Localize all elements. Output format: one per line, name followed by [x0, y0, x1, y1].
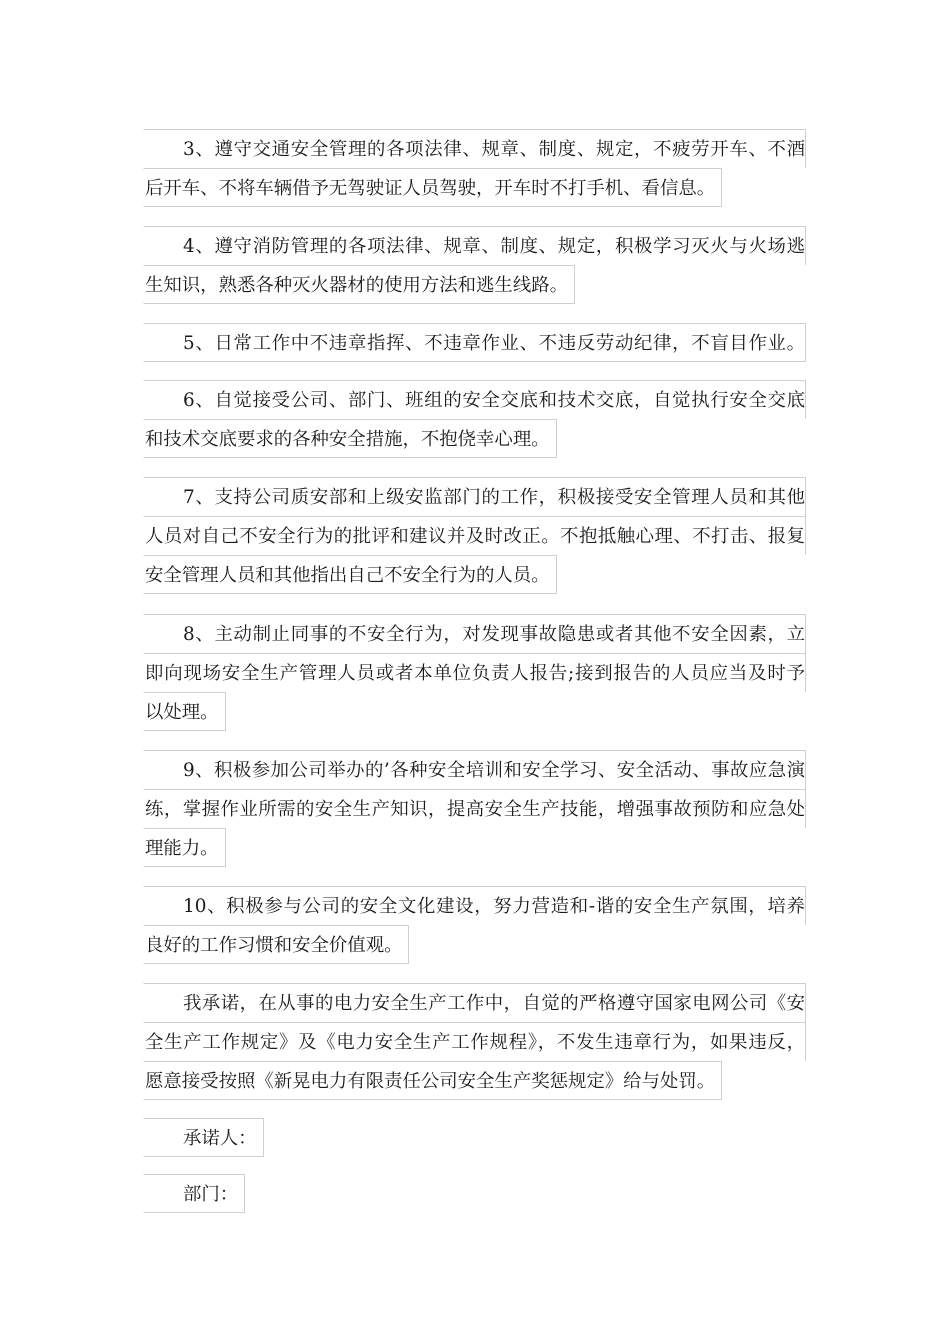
text-line: 7、支持公司质安部和上级安监部门的工作，积极接受安全管理人员和其他: [143, 477, 806, 516]
text-line: 4、遵守消防管理的各项法律、规章、制度、规定，积极学习灭火与火场逃: [143, 226, 806, 265]
clause-3: [143, 129, 806, 221]
clause-7: [143, 477, 806, 608]
clause-9: [143, 750, 806, 881]
text-line: 安全管理人员和其他指出自己不安全行为的人员。: [143, 555, 557, 594]
department-label: 部门：: [143, 1174, 245, 1213]
clause-10: [143, 886, 806, 978]
clause-5: [143, 323, 806, 362]
promisor-line: [143, 1118, 806, 1171]
text-line: 我承诺，在从事的电力安全生产工作中，自觉的严格遵守国家电网公司《安: [143, 983, 806, 1022]
department-line: [143, 1174, 806, 1227]
text-line: 理能力。: [143, 828, 226, 867]
text-line: 后开车、不将车辆借予无驾驶证人员驾驶，开车时不打手机、看信息。: [143, 168, 722, 207]
text-line: 全生产工作规定》及《电力安全生产工作规程》，不发生违章行为，如果违反，: [143, 1022, 806, 1061]
text-line: 9、积极参加公司举办的’各种安全培训和安全学习、安全活动、事故应急演: [143, 750, 806, 789]
text-line: 生知识，熟悉各种灭火器材的使用方法和逃生线路。: [143, 265, 575, 304]
promisor-label: 承诺人：: [143, 1118, 264, 1157]
clause-6: [143, 380, 806, 472]
text-line: 10、积极参与公司的安全文化建设，努力营造和-谐的安全生产氛围，培养: [143, 886, 806, 925]
text-line: 即向现场安全生产管理人员或者本单位负责人报告;接到报告的人员应当及时予: [143, 653, 806, 692]
text-line: 3、遵守交通安全管理的各项法律、规章、制度、规定，不疲劳开车、不酒: [143, 129, 806, 168]
text-line: 练，掌握作业所需的安全生产知识，提高安全生产技能，增强事故预防和应急处: [143, 789, 806, 828]
text-line: 良好的工作习惯和安全价值观。: [143, 925, 409, 964]
text-line: 愿意接受按照《新晃电力有限责任公司安全生产奖惩规定》给与处罚。: [143, 1061, 722, 1100]
text-line: 5、日常工作中不违章指挥、不违章作业、不违反劳动纪律，不盲目作业。: [143, 323, 806, 362]
text-line: 8、主动制止同事的不安全行为，对发现事故隐患或者其他不安全因素，立: [143, 614, 806, 653]
clause-4: [143, 226, 806, 318]
promise-paragraph: [143, 983, 806, 1114]
text-line: 人员对自己不安全行为的批评和建议并及时改正。不抱抵触心理、不打击、报复: [143, 516, 806, 555]
text-line: 6、自觉接受公司、部门、班组的安全交底和技术交底，自觉执行安全交底: [143, 380, 806, 419]
clause-8: [143, 614, 806, 745]
text-line: 以处理。: [143, 692, 226, 731]
text-line: 和技术交底要求的各种安全措施，不抱侥幸心理。: [143, 419, 557, 458]
